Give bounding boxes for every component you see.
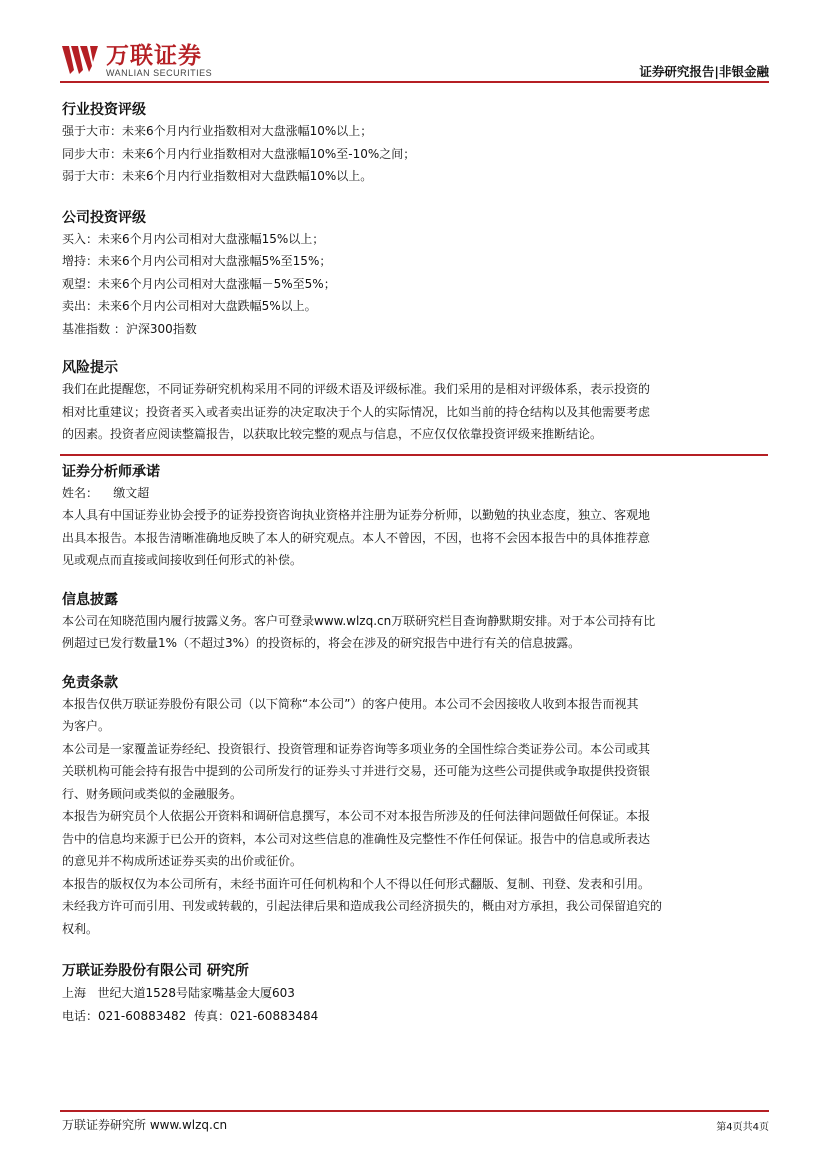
disclosure-line: 本公司在知晓范围内履行披露义务。客户可登录www.wlzq.cn万联研究栏目查询静默期安排。对于本公司持有比 — [62, 613, 656, 628]
company-rating-line: 观望：未来6个月内公司相对大盘涨幅－5%至5%； — [62, 276, 336, 291]
company-rating-title: 公司投资评级 — [62, 209, 146, 226]
company-research-dept: 万联证券股份有限公司 研究所 — [62, 963, 249, 979]
disclaimer-line: 关联机构可能会持有报告中提到的公司所发行的证券头寸并进行交易，还可能为这些公司提供或争取提供投资银 — [62, 764, 651, 778]
industry-rating-line: 强于大市：未来6个月内行业指数相对大盘涨幅10%以上； — [62, 124, 373, 138]
disclaimer-line: 为客户。 — [62, 719, 111, 733]
analyst-commitment-line: 出具本报告。本报告清晰准确地反映了本人的研究观点。本人不曾因，不因，也将不会因本报告中的具体推荐意 — [62, 530, 651, 545]
disclaimer-line: 本公司是一家覆盖证券经纪、投资银行、投资管理和证券咨询等多项业务的全国性综合类证券公司。本公司或其 — [62, 741, 651, 756]
logo-chinese-text: 万联证券 — [106, 43, 202, 69]
company-logo — [62, 44, 212, 78]
disclaimer-line: 的意见并不构成所述证券买卖的出价或征价。 — [62, 854, 303, 868]
footer-website: 万联证券研究所 www.wlzq.cn — [62, 1118, 228, 1132]
disclaimer-line: 本报告的版权仅为本公司所有，未经书面许可任何机构和个人不得以任何形式翻版、复制、刊登、发表和引用。 — [62, 876, 651, 891]
page-number: 第4页共4页 — [716, 1122, 769, 1133]
disclaimer-line: 告中的信息均来源于已公开的资料，本公司对这些信息的准确性及完整性不作任何保证。报告中的信息或所表达 — [62, 831, 651, 846]
analyst-name: 姓名： 缴文超 — [62, 485, 150, 500]
section-divider — [60, 454, 768, 456]
benchmark-index-line: 基准指数 ：沪深300指数 — [62, 321, 197, 336]
disclaimer-line: 行、财务顾问或类似的金融服务。 — [62, 786, 243, 801]
disclosure-title: 信息披露 — [62, 591, 118, 608]
disclaimer-title: 免责条款 — [62, 674, 118, 691]
company-rating-line: 卖出：未来6个月内公司相对大盘跌幅5%以上。 — [62, 299, 317, 313]
logo-english-text: WANLIAN SECURITIES — [106, 68, 213, 78]
risk-warning-line: 的因素。投资者应阅读整篇报告，以获取比较完整的观点与信息，不应仅仅依靠投资评级来推断结论。 — [62, 427, 603, 441]
industry-rating-title: 行业投资评级 — [62, 102, 146, 118]
report-category-title: 证券研究报告|非银金融 — [639, 64, 769, 79]
company-address: 上海 世纪大道1528号陆家嘴基金大厦603 — [62, 986, 295, 1000]
company-phone-fax: 电话：021-60883482 传真：021-60883484 — [62, 1008, 319, 1023]
header-divider — [60, 81, 769, 83]
company-rating-line: 买入：未来6个月内公司相对大盘涨幅15%以上； — [62, 231, 325, 246]
company-rating-line: 增持：未来6个月内公司相对大盘涨幅5%至15%； — [62, 254, 332, 268]
wanlian-logo-icon — [62, 44, 100, 76]
disclosure-line: 例超过已发行数量1%（不超过3%）的投资标的，将会在涉及的研究报告中进行有关的信息披露。 — [62, 636, 581, 650]
report-body — [62, 100, 770, 1027]
analyst-commitment-title: 证券分析师承诺 — [62, 463, 160, 480]
industry-rating-line: 弱于大市：未来6个月内行业指数相对大盘跌幅10%以上。 — [62, 169, 373, 183]
disclaimer-line: 未经我方许可而引用、刊发或转载的，引起法律后果和造成我公司经济损失的，概由对方承担，我公司保留追究的 — [62, 899, 663, 913]
analyst-commitment-line: 见或观点而直接或间接收到任何形式的补偿。 — [62, 553, 303, 567]
risk-warning-line: 我们在此提醒您，不同证券研究机构采用不同的评级术语及评级标准。我们采用的是相对评级体系，表示投资的 — [62, 382, 651, 396]
disclaimer-line: 权利。 — [62, 921, 99, 936]
disclaimer-line: 本报告仅供万联证券股份有限公司（以下简称“本公司”）的客户使用。本公司不会因接收人收到本报告而视其 — [62, 696, 639, 711]
risk-warning-title: 风险提示 — [62, 360, 118, 376]
disclaimer-line: 本报告为研究员个人依据公开资料和调研信息撰写，本公司不对本报告所涉及的任何法律问题做任何保证。本报 — [62, 809, 651, 823]
analyst-commitment-line: 本人具有中国证券业协会授予的证券投资咨询执业资格并注册为证券分析师，以勤勉的执业态度，独立、客观地 — [62, 508, 651, 522]
industry-rating-line: 同步大市：未来6个月内行业指数相对大盘涨幅10%至-10%之间； — [62, 146, 416, 161]
footer-divider — [60, 1110, 769, 1112]
risk-warning-line: 相对比重建议；投资者买入或者卖出证券的决定取决于个人的实际情况，比如当前的持仓结构以及其他需要考虑 — [62, 404, 651, 419]
